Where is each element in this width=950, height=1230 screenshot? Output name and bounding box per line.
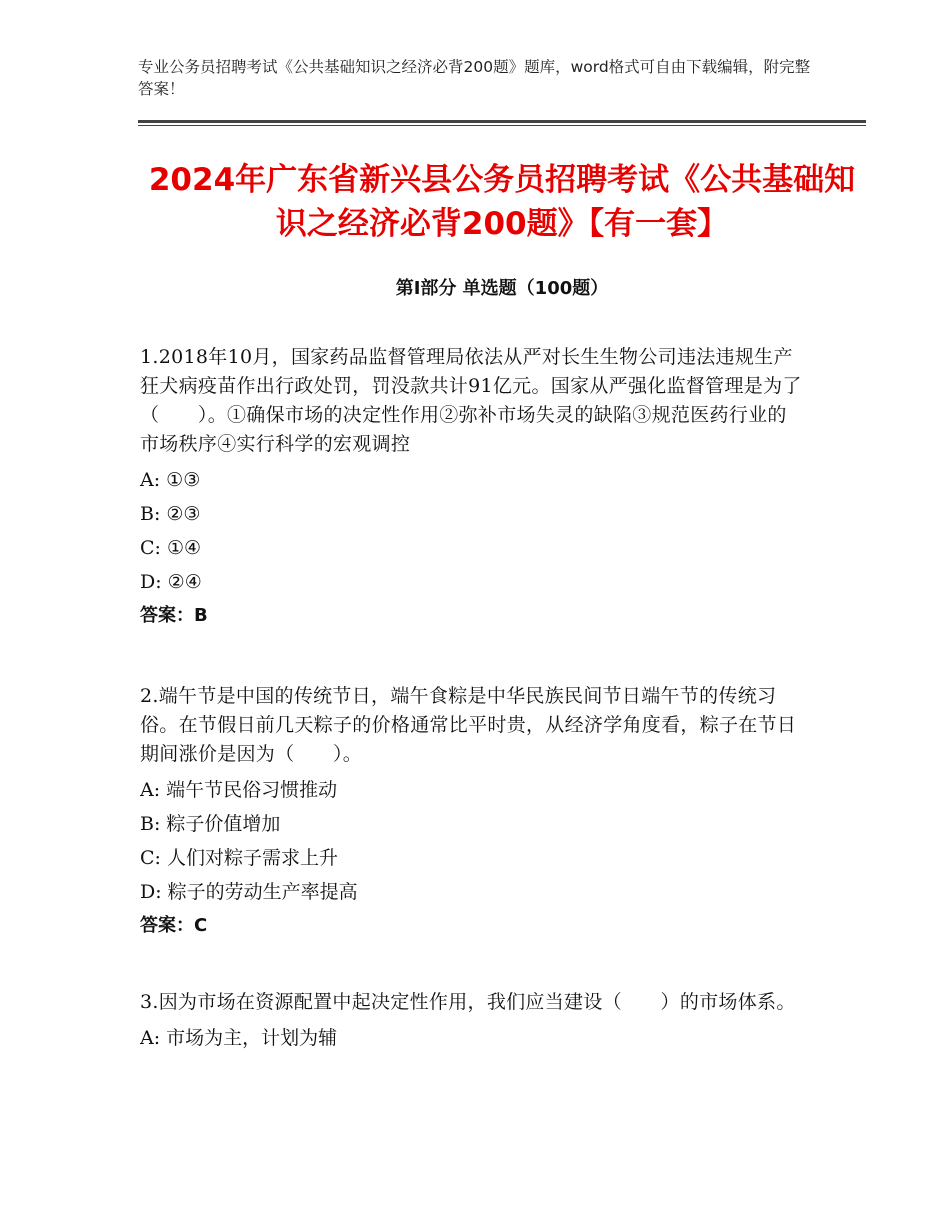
option-a: A: ①③ (140, 469, 201, 491)
option-d: D: 粽子的劳动生产率提高 (140, 881, 358, 903)
option-b: B: ②③ (140, 503, 201, 525)
header-rule-thick (138, 120, 866, 123)
option-a: A: 端午节民俗习惯推动 (140, 779, 338, 801)
question-3 (140, 988, 805, 1055)
question-text: 3.因为市场在资源配置中起决定性作用，我们应当建设（ ）的市场体系。 (140, 991, 796, 1013)
option-a: A: 市场为主，计划为辅 (140, 1027, 338, 1049)
question-text: 2.端午节是中国的传统节日，端午食粽是中华民族民间节日端午节的传统习俗。在节假日前几天粽子的价格通常比平时贵，从经济学角度看，粽子在节日期间涨价是因为（ ）。 (140, 685, 797, 765)
answer: 答案：B (140, 605, 208, 626)
page-header: 专业公务员招聘考试《公共基础知识之经济必背200题》题库，word格式可自由下载编辑，附完整答案！ (138, 58, 811, 98)
option-c: C: 人们对粽子需求上升 (140, 847, 338, 869)
answer: 答案：C (140, 915, 208, 936)
section-heading: 第Ⅰ部分 单选题（100题） (395, 278, 609, 299)
option-c: C: ①④ (140, 537, 202, 559)
option-d: D: ②④ (140, 571, 202, 593)
header-rule-thin (138, 125, 866, 126)
question-2 (140, 682, 805, 943)
document-title: 2024年广东省新兴县公务员招聘考试《公共基础知识之经济必背200题》【有一套】 (148, 162, 856, 242)
question-text: 1.2018年10月，国家药品监督管理局依法从严对长生生物公司违法违规生产狂犬病疫苗作出行政处罚，罚没款共计91亿元。国家从严强化监督管理是为了（ ）。①确保市场的决定性作用②弥补市场失灵的缺陷③规范医药行业的市场秩序④实行科学的宏观调控 (140, 346, 802, 455)
option-b: B: 粽子价值增加 (140, 813, 281, 835)
question-1 (140, 343, 805, 633)
